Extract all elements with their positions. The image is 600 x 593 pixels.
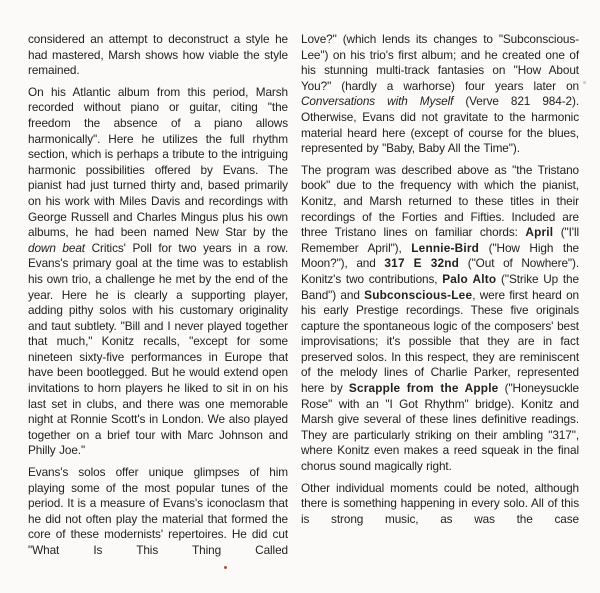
paragraph-left-3	[28, 465, 288, 559]
magazine-title-italic: down beat	[28, 240, 85, 255]
tune-title-bold: Palo Alto	[442, 271, 497, 286]
text-segment: ("I'll Remember April"),	[301, 225, 579, 255]
text-segment: ("How High the Moon?"), and	[301, 240, 579, 271]
text-segment: Critics' Poll for two years in a row. Evans's primary goal at the time was to establish his own trio, a challenge he met by the end of the year. Here he is clearly a supporting player, adding pithy solos with his customary originality and taut subtlety. "Bill and I never played together that much," Konitz recalls, "except for some nineteen sixty-five performances in Europe that have been bootlegged. But he would extend open invitations to horn players he liked to sit in on his last set in clubs, and there was one memorable night at Ronnie Scott's in London. We also played together on a brief tour with Marc Johnson and Philly Joe."	[28, 240, 288, 458]
text-segment: Love?" (which lends its changes to "Subconscious-Lee") on his trio's first album; and he created one of his stunning multi-track fantasies on "How About You?" (hardly a warhorse) four years later on	[301, 32, 579, 93]
tune-title-bold: April	[525, 225, 554, 240]
paragraph-right-2	[301, 163, 579, 475]
text-segment: Other individual moments could be noted, although there is something happening in every solo. All of this is strong music, as was the case	[301, 480, 579, 526]
text-segment: , were first heard on his early Prestige recordings. These five originals capture the spontaneous logic of the composers' best improvisations; it's possible that they are in fact preserved solos. In this respect, they are reminiscent of the melody lines of Charlie Parker, represented here by	[301, 287, 579, 396]
tune-title-bold: 317 E 32nd	[384, 256, 460, 271]
print-speck	[583, 81, 586, 84]
paragraph-right-3	[301, 481, 579, 528]
tune-title-bold: Scrapple from the Apple	[348, 381, 499, 396]
album-title-italic: Conversations with Myself	[301, 94, 454, 109]
text-segment: On his Atlantic album from this period, Marsh recorded without piano or guitar, citing "the freedom the absence of a piano allows harmonically". Here he utilizes the full rhythm section, which is perhaps a tribute to the intriguing harmonic possibilities offered by Evans. The pianist had just turned thirty and, based primarily on his work with Miles Davis and recordings with George Russell and Charles Mingus plus his own albums, he had been named New Star by the	[28, 84, 288, 240]
paragraph-left-2	[28, 85, 288, 459]
tune-title-bold: Subconscious-Lee	[364, 287, 473, 302]
text-segment: ("Out of Nowhere"). Konitz's two contributions,	[301, 256, 579, 286]
text-segment: (Verve 821 984-2). Otherwise, Evans did not gravitate to the harmonic material heard here (except of course for the blues, represented by "Baby, Baby All the Time").	[301, 94, 579, 156]
text-segment: The program was described above as "the Tristano book" due to the frequency with which the pianist, Konitz, and Marsh returned to these titles in their recordings of the Forties and Fifties. Included are three Tristano lines on familiar chords:	[301, 162, 579, 240]
print-speck	[224, 566, 227, 569]
right-column	[301, 32, 579, 533]
text-segment: Evans's solos offer unique glimpses of him playing some of the most popular tunes of the period. It is a measure of Evans's iconoclasm that he did not often play the material that formed the core of these modernists' repertoires. He did cut "What Is This Thing Called	[28, 465, 288, 557]
tune-title-bold: Lennie-Bird	[411, 240, 480, 255]
paragraph-left-1	[28, 32, 288, 79]
text-segment: ("Honeysuckle Rose" with an "I Got Rhythm" bridge). Konitz and Marsh give several of these lines definitive readings. They are particularly striking on their ambling "317", where Konitz even makes a reed squeak in the final chorus sound magically right.	[301, 381, 579, 474]
paragraph-right-1	[301, 32, 579, 157]
text-segment: considered an attempt to deconstruct a style he had mastered, Marsh shows how viable the style remained.	[28, 32, 288, 78]
left-column	[28, 32, 288, 565]
text-segment: ("Strike Up the Band") and	[301, 271, 579, 302]
